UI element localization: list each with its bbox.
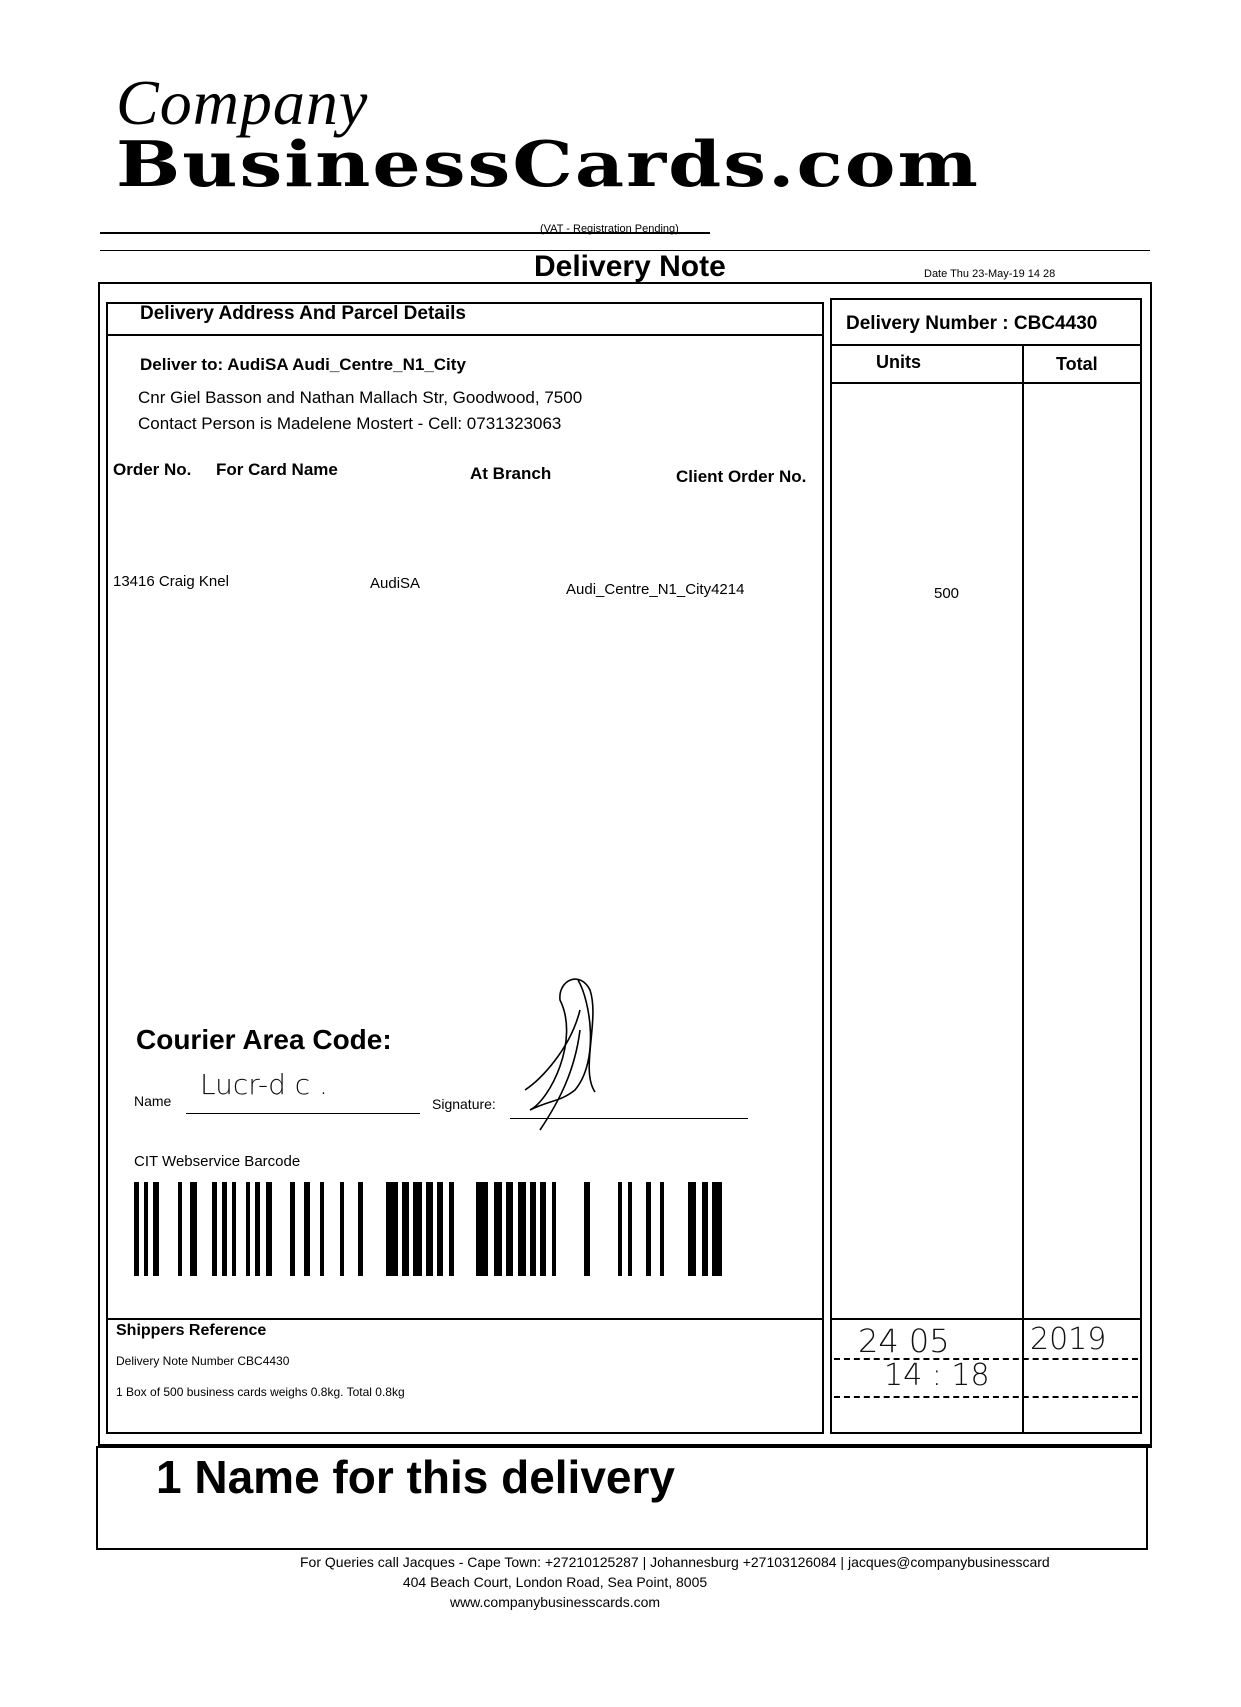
- barcode-bar: [320, 1182, 324, 1276]
- barcode-label: CIT Webservice Barcode: [134, 1153, 301, 1170]
- vat-note: (VAT - Registration Pending): [540, 223, 679, 235]
- handwritten-date: 24 05: [858, 1322, 950, 1360]
- row-company: AudiSA: [370, 575, 421, 592]
- barcode-bar: [358, 1182, 363, 1276]
- right-heading-rule: [830, 344, 1142, 346]
- date-stamp: Date Thu 23-May-19 14 28: [924, 268, 1056, 280]
- barcode-bar: [618, 1182, 622, 1276]
- shippers-rule: [106, 1318, 824, 1320]
- barcode-bar: [304, 1182, 310, 1276]
- dash-line-2: [834, 1396, 1138, 1398]
- barcode-bar: [628, 1182, 632, 1276]
- barcode-bar: [660, 1182, 664, 1276]
- signature-scribble: [520, 970, 630, 1140]
- name-line: [186, 1113, 420, 1114]
- barcode-bar: [518, 1182, 526, 1276]
- barcode-bar: [386, 1182, 398, 1276]
- company-logo-main: BusinessCards.com: [116, 128, 980, 201]
- barcode-bar: [212, 1182, 217, 1276]
- delivery-address: Cnr Giel Basson and Nathan Mallach Str, Goodwood, 7500: [138, 388, 583, 407]
- barcode-bar: [437, 1182, 443, 1276]
- barcode-bar: [340, 1182, 344, 1276]
- signature-label: Signature:: [432, 1096, 496, 1112]
- col-client-order: Client Order No.: [676, 467, 807, 486]
- right-panel: [830, 298, 1142, 1434]
- handwritten-name: Lucr-d c .: [200, 1068, 328, 1101]
- right-col-divider: [1022, 344, 1024, 1434]
- page-title: Delivery Note: [534, 250, 726, 283]
- col-order-no: Order No.: [113, 460, 192, 479]
- barcode-bar: [646, 1182, 651, 1276]
- col-units: Units: [876, 352, 921, 372]
- footer-website: www.companybusinesscards.com: [449, 1594, 661, 1610]
- barcode-bar: [402, 1182, 409, 1276]
- col-card-name: For Card Name: [216, 460, 338, 479]
- footer-contact: For Queries call Jacques - Cape Town: +27210125287 | Johannesburg +27103126084 | jacques@companybusinesscard: [300, 1554, 1050, 1570]
- barcode-bar: [530, 1182, 536, 1276]
- barcode-bar: [413, 1182, 422, 1276]
- barcode-bar: [266, 1182, 272, 1276]
- delivery-number: Delivery Number : CBC4430: [846, 313, 1098, 334]
- footer-address: 404 Beach Court, London Road, Sea Point, 8005: [402, 1574, 708, 1590]
- barcode-bar: [712, 1182, 722, 1276]
- contact-person: Contact Person is Madelene Mostert - Cell: 0731323063: [138, 414, 562, 433]
- units-value: 500: [934, 585, 960, 602]
- barcode-bar: [494, 1182, 502, 1276]
- barcode-bar: [688, 1182, 696, 1276]
- right-col-rule: [830, 382, 1142, 384]
- barcode-bar: [290, 1182, 295, 1276]
- barcode-bar: [426, 1182, 433, 1276]
- left-heading-rule: [106, 334, 824, 336]
- barcode-bar: [552, 1182, 556, 1276]
- row-branch: Audi_Centre_N1_City4214: [566, 581, 745, 598]
- barcode-bar: [702, 1182, 708, 1276]
- col-branch: At Branch: [470, 464, 552, 483]
- right-bottom-rule: [830, 1318, 1142, 1320]
- left-panel-heading: Delivery Address And Parcel Details: [140, 303, 466, 324]
- barcode-bar: [540, 1182, 546, 1276]
- name-label: Name: [134, 1093, 172, 1109]
- barcode-bar: [153, 1182, 159, 1276]
- barcode-bar: [255, 1182, 260, 1276]
- barcode-bar: [506, 1182, 513, 1276]
- barcode-bar: [178, 1182, 182, 1276]
- shippers-heading: Shippers Reference: [116, 1322, 267, 1339]
- barcode-bar: [584, 1182, 590, 1276]
- barcode-bar: [134, 1182, 139, 1276]
- shippers-line-1: Delivery Note Number CBC4430: [116, 1354, 290, 1368]
- shippers-line-2: 1 Box of 500 business cards weighs 0.8kg. Total 0.8kg: [116, 1385, 405, 1399]
- courier-heading: Courier Area Code:: [136, 1024, 392, 1055]
- barcode-bar: [232, 1182, 236, 1276]
- barcode-bar: [190, 1182, 197, 1276]
- handwritten-time: 14 : 18: [884, 1358, 990, 1393]
- banner-box: [96, 1446, 1148, 1550]
- barcode-bar: [246, 1182, 250, 1276]
- row-order-name: 13416 Craig Knel: [113, 573, 229, 590]
- col-total: Total: [1056, 354, 1098, 374]
- deliver-to: Deliver to: AudiSA Audi_Centre_N1_City: [140, 355, 466, 374]
- delivery-banner: 1 Name for this delivery: [156, 1451, 675, 1503]
- company-logo-script: Company: [116, 67, 369, 138]
- barcode-bar: [222, 1182, 227, 1276]
- barcode-bar: [144, 1182, 148, 1276]
- barcode-bar: [449, 1182, 454, 1276]
- barcode-bar: [476, 1182, 488, 1276]
- handwritten-year: 2019: [1030, 1322, 1107, 1357]
